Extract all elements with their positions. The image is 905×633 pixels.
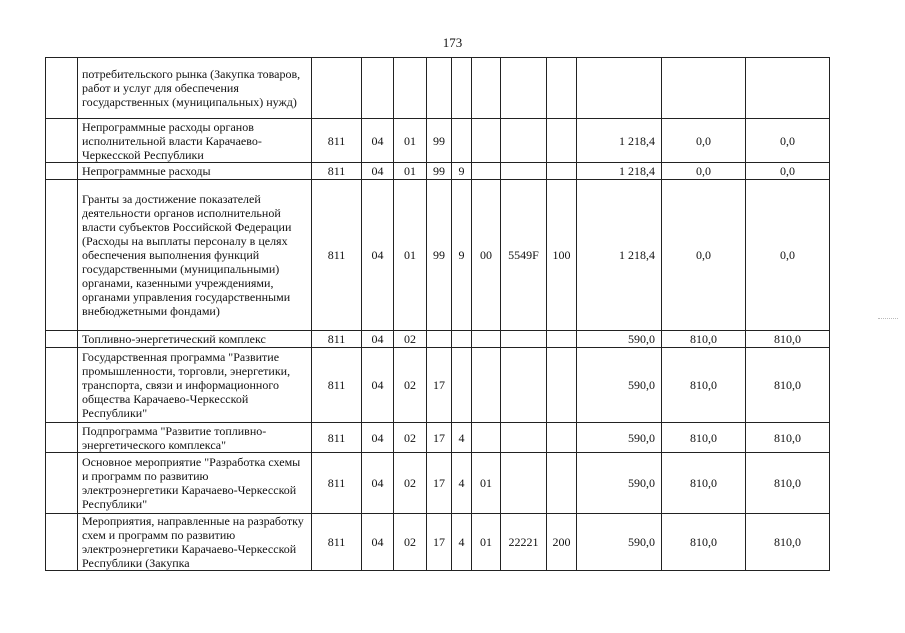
cell-direction — [501, 163, 547, 180]
row-margin-cell — [46, 119, 78, 163]
cell-program: 17 — [427, 514, 452, 571]
cell-direction: 22221 — [501, 514, 547, 571]
cell-expense-type: 200 — [547, 514, 577, 571]
cell-expense-type — [547, 423, 577, 453]
table-row — [46, 163, 830, 180]
cell-expense-type — [547, 119, 577, 163]
cell-event: 01 — [472, 514, 501, 571]
cell-name: Мероприятия, направленные на разработку схем и программ по развитию электроэнергетики Карачаево-Черкесской Республики (Закупка — [78, 514, 312, 571]
cell-subprogram: 9 — [452, 163, 472, 180]
cell-sum-3: 810,0 — [746, 331, 830, 348]
table-row — [46, 348, 830, 423]
cell-expense-type — [547, 163, 577, 180]
cell-subsection: 01 — [394, 180, 427, 331]
cell-direction — [501, 348, 547, 423]
cell-name: Непрограммные расходы органов исполнительной власти Карачаево-Черкесской Республики — [78, 119, 312, 163]
cell-sum-2: 810,0 — [662, 331, 746, 348]
table-row — [46, 423, 830, 453]
cell-sum-2 — [662, 58, 746, 119]
budget-table — [45, 57, 830, 571]
cell-subsection — [394, 58, 427, 119]
cell-ministry: 811 — [312, 348, 362, 423]
cell-direction — [501, 119, 547, 163]
row-margin-cell — [46, 58, 78, 119]
cell-sum-1: 590,0 — [577, 348, 662, 423]
cell-direction — [501, 423, 547, 453]
cell-ministry: 811 — [312, 180, 362, 331]
cell-sum-2: 0,0 — [662, 163, 746, 180]
cell-name: Гранты за достижение показателей деятельности органов исполнительной власти субъектов Российской Федерации (Расходы на выплаты персоналу в целях обеспечения выполнения функций государственными (муниципальными) органами, казенными учреждениями, органами управления государственными внебюджетными фондами) — [78, 180, 312, 331]
cell-sum-2: 810,0 — [662, 453, 746, 514]
cell-subprogram: 4 — [452, 453, 472, 514]
cell-sum-3: 0,0 — [746, 119, 830, 163]
table-row — [46, 331, 830, 348]
cell-name: Топливно-энергетический комплекс — [78, 331, 312, 348]
cell-name: потребительского рынка (Закупка товаров, работ и услуг для обеспечения государственных (муниципальных) нужд) — [78, 58, 312, 119]
cell-sum-1 — [577, 58, 662, 119]
cell-direction: 5549F — [501, 180, 547, 331]
table-row — [46, 58, 830, 119]
cell-direction — [501, 331, 547, 348]
cell-direction — [501, 58, 547, 119]
row-margin-cell — [46, 514, 78, 571]
cell-section: 04 — [362, 163, 394, 180]
page-number: 173 — [442, 35, 463, 50]
cell-program: 99 — [427, 119, 452, 163]
cell-sum-2: 810,0 — [662, 423, 746, 453]
cell-direction — [501, 453, 547, 514]
cell-section: 04 — [362, 423, 394, 453]
cell-sum-2: 0,0 — [662, 119, 746, 163]
cell-expense-type — [547, 348, 577, 423]
cell-expense-type — [547, 453, 577, 514]
cell-subprogram — [452, 119, 472, 163]
cell-program — [427, 331, 452, 348]
cell-section: 04 — [362, 348, 394, 423]
cell-section: 04 — [362, 453, 394, 514]
row-margin-cell — [46, 163, 78, 180]
cell-sum-1: 590,0 — [577, 453, 662, 514]
cell-subprogram: 4 — [452, 514, 472, 571]
row-margin-cell — [46, 423, 78, 453]
cell-ministry: 811 — [312, 453, 362, 514]
row-margin-cell — [46, 331, 78, 348]
cell-expense-type — [547, 58, 577, 119]
cell-program: 99 — [427, 180, 452, 331]
cell-sum-3: 0,0 — [746, 163, 830, 180]
table-row — [46, 119, 830, 163]
cell-subprogram — [452, 58, 472, 119]
cell-subprogram: 4 — [452, 423, 472, 453]
cell-event — [472, 423, 501, 453]
row-margin-cell — [46, 453, 78, 514]
cell-sum-1: 590,0 — [577, 514, 662, 571]
cell-sum-1: 1 218,4 — [577, 163, 662, 180]
cell-program: 99 — [427, 163, 452, 180]
cell-sum-1: 590,0 — [577, 423, 662, 453]
cell-ministry: 811 — [312, 163, 362, 180]
cell-subsection: 02 — [394, 453, 427, 514]
cell-event: 00 — [472, 180, 501, 331]
cell-sum-3: 810,0 — [746, 423, 830, 453]
cell-program: 17 — [427, 423, 452, 453]
cell-sum-3: 810,0 — [746, 453, 830, 514]
scan-artifact — [878, 318, 898, 321]
table-row — [46, 180, 830, 331]
cell-section — [362, 58, 394, 119]
cell-sum-1: 590,0 — [577, 331, 662, 348]
cell-event — [472, 58, 501, 119]
cell-program: 17 — [427, 453, 452, 514]
cell-subprogram: 9 — [452, 180, 472, 331]
cell-name: Основное мероприятие "Разработка схемы и программ по развитию электроэнергетики Карачаево-Черкесской Республики" — [78, 453, 312, 514]
cell-ministry: 811 — [312, 331, 362, 348]
cell-expense-type — [547, 331, 577, 348]
cell-sum-3: 810,0 — [746, 348, 830, 423]
cell-section: 04 — [362, 119, 394, 163]
cell-ministry: 811 — [312, 119, 362, 163]
cell-name: Государственная программа "Развитие промышленности, торговли, энергетики, транспорта, связи и информационного общества Карачаево-Черкесской Республики" — [78, 348, 312, 423]
cell-section: 04 — [362, 331, 394, 348]
cell-sum-3: 810,0 — [746, 514, 830, 571]
cell-name: Подпрограмма "Развитие топливно-энергетического комплекса" — [78, 423, 312, 453]
cell-subsection: 02 — [394, 514, 427, 571]
cell-ministry — [312, 58, 362, 119]
cell-subsection: 02 — [394, 423, 427, 453]
cell-subprogram — [452, 331, 472, 348]
cell-sum-2: 810,0 — [662, 514, 746, 571]
cell-event — [472, 331, 501, 348]
cell-event — [472, 119, 501, 163]
cell-subsection: 01 — [394, 163, 427, 180]
cell-sum-3: 0,0 — [746, 180, 830, 331]
cell-program — [427, 58, 452, 119]
cell-sum-1: 1 218,4 — [577, 180, 662, 331]
cell-sum-1: 1 218,4 — [577, 119, 662, 163]
cell-ministry: 811 — [312, 514, 362, 571]
cell-program: 17 — [427, 348, 452, 423]
cell-subsection: 01 — [394, 119, 427, 163]
cell-subsection: 02 — [394, 331, 427, 348]
cell-expense-type: 100 — [547, 180, 577, 331]
cell-event — [472, 348, 501, 423]
row-margin-cell — [46, 348, 78, 423]
cell-name: Непрограммные расходы — [78, 163, 312, 180]
cell-section: 04 — [362, 180, 394, 331]
cell-sum-2: 810,0 — [662, 348, 746, 423]
cell-sum-2: 0,0 — [662, 180, 746, 331]
table-row — [46, 514, 830, 571]
cell-subprogram — [452, 348, 472, 423]
row-margin-cell — [46, 180, 78, 331]
cell-event: 01 — [472, 453, 501, 514]
cell-ministry: 811 — [312, 423, 362, 453]
cell-subsection: 02 — [394, 348, 427, 423]
cell-event — [472, 163, 501, 180]
table-row — [46, 453, 830, 514]
cell-section: 04 — [362, 514, 394, 571]
cell-sum-3 — [746, 58, 830, 119]
